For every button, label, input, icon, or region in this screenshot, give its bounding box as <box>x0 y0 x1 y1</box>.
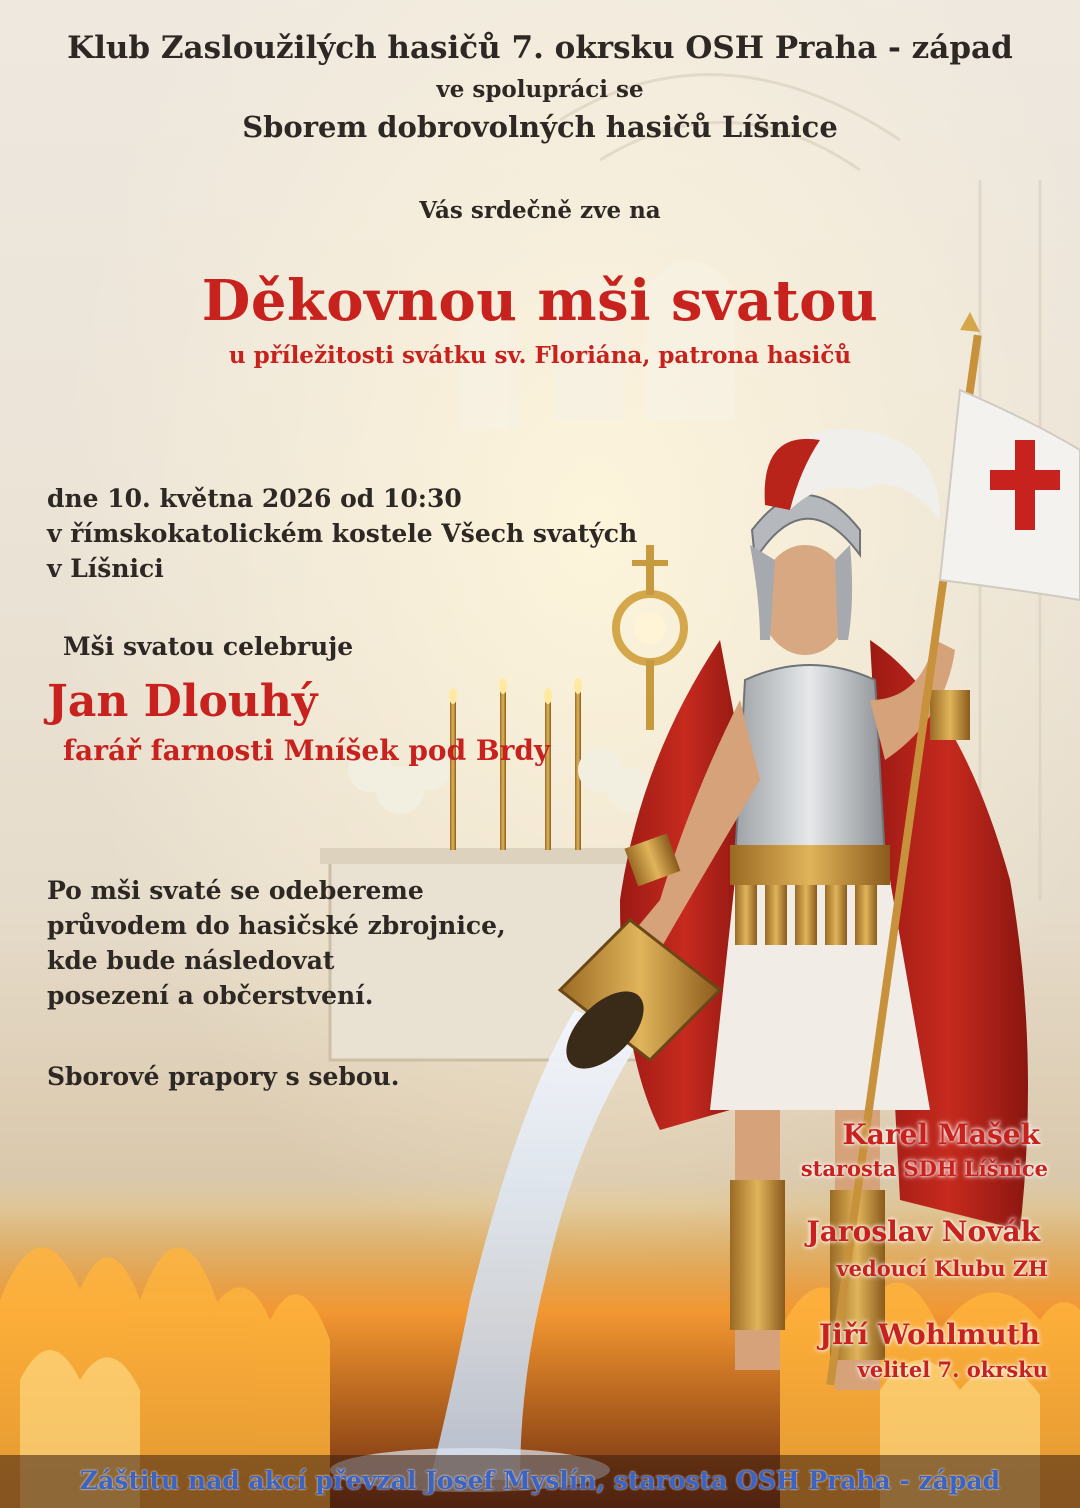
after-mass-line: posezení a občerstvení. <box>47 981 374 1010</box>
celebrant-name: Jan Dlouhý <box>47 676 318 727</box>
cooperation-text: ve spolupráci se <box>436 76 644 103</box>
celebrant-intro: Mši svatou celebruje <box>63 632 354 661</box>
event-church: v římskokatolickém kostele Všech svatých <box>47 519 638 548</box>
page-title: Děkovnou mši svatou <box>201 268 879 334</box>
signatory-name: Jaroslav Novák <box>806 1215 1040 1248</box>
page-subtitle: u příležitosti svátku sv. Floriána, patrona hasičů <box>228 342 852 369</box>
after-mass-line: průvodem do hasičské zbrojnice, <box>47 911 506 940</box>
signatory-name: Jiří Wohlmuth <box>818 1318 1040 1351</box>
signatory-role: vedoucí Klubu ZH <box>836 1256 1048 1281</box>
organizer-club: Klub Zasloužilých hasičů 7. okrsku OSH Praha - západ <box>67 30 1013 66</box>
banners-note: Sborové prapory s sebou. <box>47 1062 400 1091</box>
signatory-name: Karel Mašek <box>842 1118 1040 1151</box>
partner-organization: Sborem dobrovolných hasičů Líšnice <box>242 110 838 144</box>
signatory-role: starosta SDH Líšnice <box>800 1156 1048 1181</box>
celebrant-role: farář farnosti Mníšek pod Brdy <box>63 734 551 767</box>
footer-patronage: Záštitu nad akcí převzal Josef Myslín, starosta OSH Praha - západ <box>79 1466 1001 1495</box>
after-mass-line: Po mši svaté se odebereme <box>47 876 424 905</box>
signatory-role: velitel 7. okrsku <box>857 1357 1048 1382</box>
event-date-time: dne 10. května 2026 od 10:30 <box>47 484 462 513</box>
event-town: v Líšnici <box>47 554 164 583</box>
invite-text: Vás srdečně zve na <box>419 197 661 224</box>
after-mass-line: kde bude následovat <box>47 946 335 975</box>
